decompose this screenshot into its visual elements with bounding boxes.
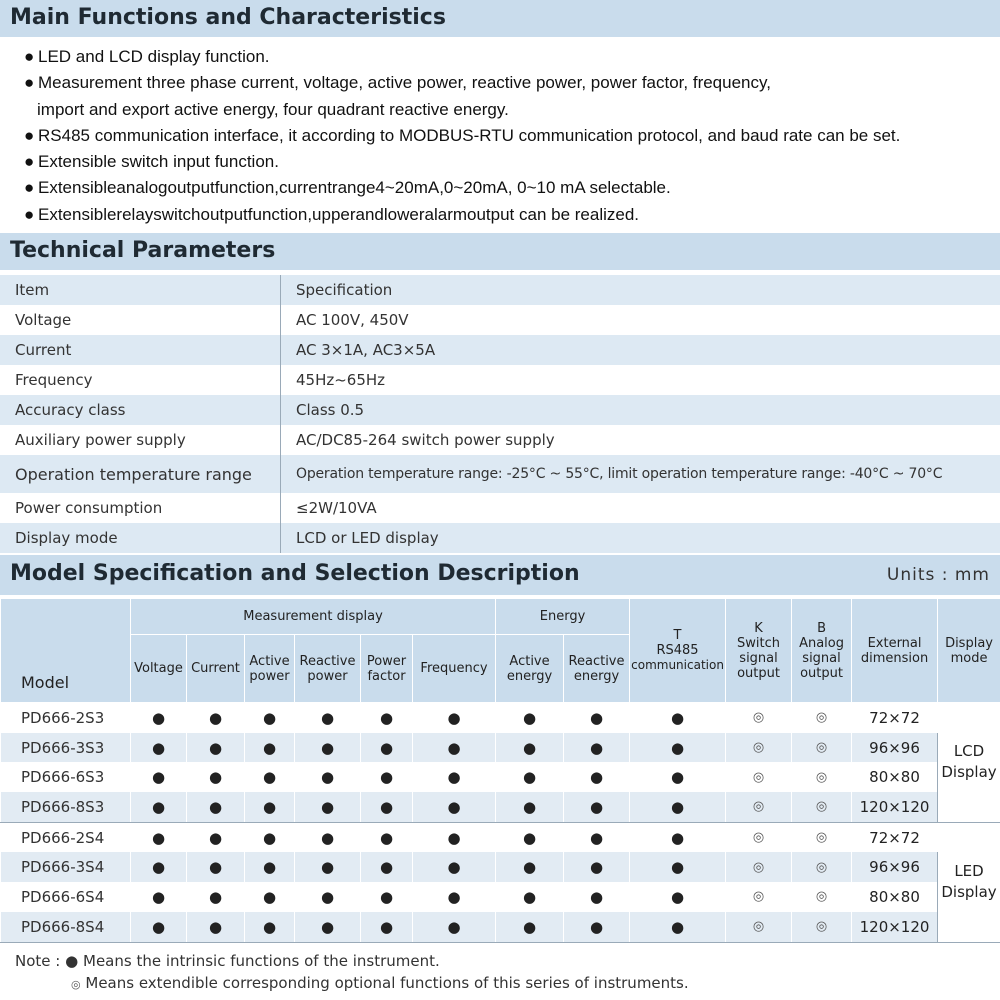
- intrinsic-mark: ●: [131, 762, 187, 792]
- column-header-voltage: Voltage: [131, 635, 187, 703]
- note: [15, 950, 689, 996]
- dimension-cell: 80×80: [852, 762, 938, 792]
- table-row: [1, 912, 1000, 942]
- intrinsic-mark: ●: [245, 882, 295, 912]
- intrinsic-mark: ●: [496, 792, 564, 822]
- optional-mark-switch: ◎: [726, 703, 792, 733]
- column-header-active-energy: Active energy: [496, 635, 564, 703]
- optional-mark-switch: ◎: [726, 822, 792, 852]
- intrinsic-mark: ●: [361, 792, 413, 822]
- intrinsic-mark: ●: [496, 822, 564, 852]
- model-cell: PD666-2S3: [1, 703, 131, 733]
- intrinsic-mark: ●: [630, 912, 726, 942]
- table-row: [1, 822, 1000, 852]
- column-header-item: Item: [0, 275, 281, 305]
- optional-mark-analog: ◎: [792, 703, 852, 733]
- optional-mark-switch: ◎: [726, 733, 792, 763]
- optional-mark-analog: ◎: [792, 822, 852, 852]
- intrinsic-mark: ●: [413, 822, 496, 852]
- intrinsic-mark: ●: [564, 852, 630, 882]
- intrinsic-mark: ●: [496, 852, 564, 882]
- intrinsic-mark: ●: [413, 703, 496, 733]
- column-header-dimension: External dimension: [852, 599, 938, 703]
- intrinsic-mark: ●: [564, 882, 630, 912]
- optional-mark-analog: ◎: [792, 852, 852, 882]
- list-item: ● Measurement three phase current, voltage, active power, reactive power, power factor, frequency,: [24, 70, 900, 96]
- model-selection-table: [0, 598, 1000, 943]
- intrinsic-mark: ●: [630, 882, 726, 912]
- table-row: Frequency 45Hz~65Hz: [0, 365, 1000, 395]
- intrinsic-mark: ●: [187, 762, 245, 792]
- table-row: [1, 792, 1000, 822]
- note-line-intrinsic: Note : ● Means the intrinsic functions of the instrument.: [15, 952, 440, 970]
- intrinsic-mark: ●: [564, 762, 630, 792]
- intrinsic-mark: ●: [245, 703, 295, 733]
- optional-mark-switch: ◎: [726, 912, 792, 942]
- column-group-energy: Energy: [496, 599, 630, 635]
- filled-dot-icon: ●: [65, 952, 79, 970]
- intrinsic-mark: ●: [245, 912, 295, 942]
- units-label: Units : mm: [886, 565, 990, 585]
- intrinsic-mark: ●: [413, 792, 496, 822]
- intrinsic-mark: ●: [413, 852, 496, 882]
- list-item-continuation: import and export active energy, four quadrant reactive energy.: [37, 99, 509, 119]
- optional-mark-analog: ◎: [792, 792, 852, 822]
- intrinsic-mark: ●: [496, 762, 564, 792]
- column-header-power-factor: Power factor: [361, 635, 413, 703]
- intrinsic-mark: ●: [295, 792, 361, 822]
- column-header-current: Current: [187, 635, 245, 703]
- intrinsic-mark: ●: [295, 882, 361, 912]
- model-table-body: [1, 703, 1000, 943]
- model-cell: PD666-3S4: [1, 852, 131, 882]
- double-circle-icon: ◎: [71, 978, 81, 991]
- technical-title: Technical Parameters: [10, 238, 276, 263]
- display-mode-cell: LED Display: [938, 822, 1000, 942]
- optional-mark-analog: ◎: [792, 733, 852, 763]
- model-cell: PD666-8S4: [1, 912, 131, 942]
- note-label: Note :: [15, 952, 61, 970]
- list-item: ● Extensiblerelayswitchoutputfunction,upperandloweralarmoutput can be realized.: [24, 202, 900, 228]
- intrinsic-mark: ●: [187, 852, 245, 882]
- intrinsic-mark: ●: [295, 733, 361, 763]
- dimension-cell: 96×96: [852, 852, 938, 882]
- column-header-display-mode: Display mode: [938, 599, 1000, 703]
- intrinsic-mark: ●: [295, 703, 361, 733]
- intrinsic-mark: ●: [131, 882, 187, 912]
- optional-mark-switch: ◎: [726, 762, 792, 792]
- intrinsic-mark: ●: [187, 733, 245, 763]
- intrinsic-mark: ●: [564, 792, 630, 822]
- intrinsic-mark: ●: [630, 852, 726, 882]
- intrinsic-mark: ●: [564, 733, 630, 763]
- intrinsic-mark: ●: [413, 762, 496, 792]
- intrinsic-mark: ●: [496, 912, 564, 942]
- intrinsic-mark: ●: [295, 912, 361, 942]
- optional-mark-switch: ◎: [726, 852, 792, 882]
- intrinsic-mark: ●: [630, 822, 726, 852]
- intrinsic-mark: ●: [361, 762, 413, 792]
- intrinsic-mark: ●: [131, 912, 187, 942]
- column-header-rs485: T RS485 communication: [630, 599, 726, 703]
- model-cell: PD666-6S4: [1, 882, 131, 912]
- intrinsic-mark: ●: [630, 703, 726, 733]
- table-row: Display mode LCD or LED display: [0, 523, 1000, 553]
- intrinsic-mark: ●: [245, 762, 295, 792]
- intrinsic-mark: ●: [187, 822, 245, 852]
- model-cell: PD666-6S3: [1, 762, 131, 792]
- table-row: Power consumption ≤2W/10VA: [0, 493, 1000, 523]
- intrinsic-mark: ●: [245, 733, 295, 763]
- intrinsic-mark: ●: [361, 703, 413, 733]
- column-header-specification: Specification: [281, 275, 1000, 305]
- intrinsic-mark: ●: [187, 703, 245, 733]
- intrinsic-mark: ●: [131, 852, 187, 882]
- intrinsic-mark: ●: [131, 792, 187, 822]
- table-row: [1, 703, 1000, 733]
- bullet-icon: ●: [24, 152, 35, 172]
- optional-mark-analog: ◎: [792, 912, 852, 942]
- intrinsic-mark: ●: [361, 733, 413, 763]
- model-cell: PD666-2S4: [1, 822, 131, 852]
- dimension-cell: 80×80: [852, 882, 938, 912]
- table-row: [1, 762, 1000, 792]
- intrinsic-mark: ●: [413, 912, 496, 942]
- intrinsic-mark: ●: [131, 733, 187, 763]
- intrinsic-mark: ●: [630, 762, 726, 792]
- bullet-icon: ●: [24, 204, 35, 224]
- table-row: Accuracy class Class 0.5: [0, 395, 1000, 425]
- table-row: Auxiliary power supply AC/DC85-264 switch power supply: [0, 425, 1000, 455]
- intrinsic-mark: ●: [564, 912, 630, 942]
- intrinsic-mark: ●: [245, 792, 295, 822]
- bullet-icon: ●: [24, 47, 35, 66]
- intrinsic-mark: ●: [361, 882, 413, 912]
- list-item: ● LED and LCD display function.: [24, 44, 900, 70]
- table-row: Operation temperature range Operation temperature range: -25°C ~ 55°C, limit operation temperature range: -40°C ~ 70°C: [0, 455, 1000, 493]
- intrinsic-mark: ●: [630, 733, 726, 763]
- technical-parameters-table: [0, 275, 1000, 553]
- dimension-cell: 120×120: [852, 912, 938, 942]
- intrinsic-mark: ●: [413, 733, 496, 763]
- optional-mark-analog: ◎: [792, 762, 852, 792]
- table-row: Voltage AC 100V, 450V: [0, 305, 1000, 335]
- bullet-icon: ●: [24, 125, 35, 145]
- list-item: ● Extensible switch input function.: [24, 149, 900, 175]
- intrinsic-mark: ●: [131, 703, 187, 733]
- column-header-switch-output: K Switch signal output: [726, 599, 792, 703]
- intrinsic-mark: ●: [245, 822, 295, 852]
- intrinsic-mark: ●: [245, 852, 295, 882]
- bullet-icon: ●: [24, 73, 35, 93]
- intrinsic-mark: ●: [496, 733, 564, 763]
- column-header-reactive-energy: Reactive energy: [564, 635, 630, 703]
- column-header-analog-output: B Analog signal output: [792, 599, 852, 703]
- column-header-active-power: Active power: [245, 635, 295, 703]
- intrinsic-mark: ●: [361, 912, 413, 942]
- functions-list: [24, 44, 900, 228]
- table-header-row: [1, 599, 1000, 635]
- list-item: ● RS485 communication interface, it according to MODBUS-RTU communication protocol, and baud rate can be set.: [24, 123, 900, 149]
- table-row: [1, 733, 1000, 763]
- intrinsic-mark: ●: [295, 762, 361, 792]
- dimension-cell: 72×72: [852, 822, 938, 852]
- optional-mark-switch: ◎: [726, 882, 792, 912]
- intrinsic-mark: ●: [187, 882, 245, 912]
- intrinsic-mark: ●: [564, 703, 630, 733]
- intrinsic-mark: ●: [361, 852, 413, 882]
- intrinsic-mark: ●: [361, 822, 413, 852]
- note-line-optional: ◎ Means extendible corresponding optional functions of this series of instruments.: [71, 974, 689, 992]
- intrinsic-mark: ●: [564, 822, 630, 852]
- optional-mark-switch: ◎: [726, 792, 792, 822]
- column-group-measurement: Measurement display: [131, 599, 496, 635]
- model-title: Model Specification and Selection Description: [10, 561, 580, 586]
- model-cell: PD666-8S3: [1, 792, 131, 822]
- table-row: [1, 882, 1000, 912]
- intrinsic-mark: ●: [187, 792, 245, 822]
- table-header-row: [0, 275, 1000, 305]
- dimension-cell: 96×96: [852, 733, 938, 763]
- intrinsic-mark: ●: [496, 703, 564, 733]
- column-header-model: Model: [1, 599, 131, 703]
- optional-mark-analog: ◎: [792, 882, 852, 912]
- bullet-icon: ●: [24, 178, 35, 198]
- intrinsic-mark: ●: [630, 792, 726, 822]
- intrinsic-mark: ●: [496, 882, 564, 912]
- intrinsic-mark: ●: [413, 882, 496, 912]
- display-mode-cell: LCD Display: [938, 703, 1000, 823]
- model-cell: PD666-3S3: [1, 733, 131, 763]
- intrinsic-mark: ●: [131, 822, 187, 852]
- intrinsic-mark: ●: [295, 852, 361, 882]
- functions-title: Main Functions and Characteristics: [10, 5, 446, 30]
- intrinsic-mark: ●: [187, 912, 245, 942]
- intrinsic-mark: ●: [295, 822, 361, 852]
- table-row: Current AC 3×1A, AC3×5A: [0, 335, 1000, 365]
- dimension-cell: 120×120: [852, 792, 938, 822]
- column-header-reactive-power: Reactive power: [295, 635, 361, 703]
- dimension-cell: 72×72: [852, 703, 938, 733]
- list-item: ● Extensibleanalogoutputfunction,currentrange4~20mA,0~20mA, 0~10 mA selectable.: [24, 175, 900, 201]
- table-row: [1, 852, 1000, 882]
- column-header-frequency: Frequency: [413, 635, 496, 703]
